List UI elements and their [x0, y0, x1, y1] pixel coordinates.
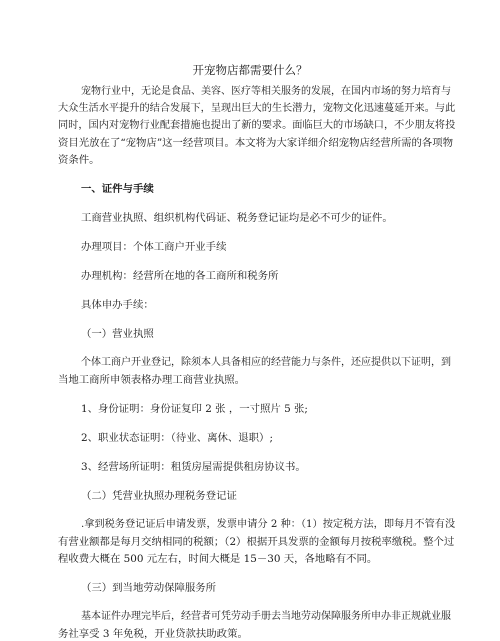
- paragraph-line: .拿到税务登记证后申请发票，发票申请分 2 种：（1）按定税方法，即每月不管有没: [81, 519, 456, 530]
- paragraph: 工商营业执照、组织机构代码证、税务登记证均是必不可少的证件。: [81, 212, 393, 224]
- paragraph-line: 个体工商户开业登记，除须本人具备相应的经营能力与条件，还应提供以下证明，到: [81, 357, 451, 368]
- subheading: （三）到当地劳动保障服务所: [81, 582, 217, 594]
- document-title: 开宠物店都需要什么？: [192, 63, 308, 77]
- paragraph: 具体申办手续：: [81, 299, 154, 311]
- list-item: 2、职业状态证明：（待业、离休、退职）;: [81, 432, 273, 444]
- paragraph-line: 务社享受 3 年免税，开业贷款扶助政策。: [58, 628, 248, 640]
- intro-line: 宠物行业中，无论是食品、美容、医疗等相关服务的发展，在国内市场的努力培育与: [81, 86, 451, 97]
- paragraph-line: 有营业额都是每月交纳相同的税额；（2）根据开具发票的金额每月按税率缴税。整个过: [58, 536, 455, 548]
- list-item: 1、身份证明：身份证复印 2 张 ，一寸照片 5 张;: [81, 403, 308, 415]
- paragraph-line: 当地工商所申领表格办理工商营业执照。: [58, 374, 246, 386]
- paragraph: 办理机构：经营所在地的各工商所和税务所: [81, 270, 279, 282]
- subheading: （一）营业执照: [81, 328, 154, 340]
- intro-line: 资条件。: [58, 154, 100, 166]
- paragraph: 办理项目：个体工商户开业手续: [81, 241, 227, 253]
- paragraph-line: 程收费大概在 500 元左右，时间大概是 15－30 天，各地略有不同。: [58, 553, 378, 565]
- intro-line: 资目光放在了“宠物店”这一经营项目。本文将为大家详细介绍宠物店经营所需的各项物: [58, 137, 454, 149]
- section-heading: 一、证件与手续: [81, 183, 154, 195]
- subheading: （二）凭营业执照办理税务登记证: [81, 490, 237, 502]
- list-item: 3、经营场所证明：租赁房屋需提供租房协议书。: [81, 461, 306, 473]
- intro-line: 同时，国内对宠物行业配套措施也提出了新的要求。面临巨大的市场缺口，不少朋友将投: [58, 120, 456, 131]
- intro-line: 大众生活水平提升的结合发展下，呈现出巨大的生长潜力，宠物文化迅速蔓延开来。与此: [58, 103, 456, 114]
- paragraph-line: 基本证件办理完毕后，经营者可凭劳动手册去当地劳动保障服务所申办非正规就业服: [81, 611, 451, 622]
